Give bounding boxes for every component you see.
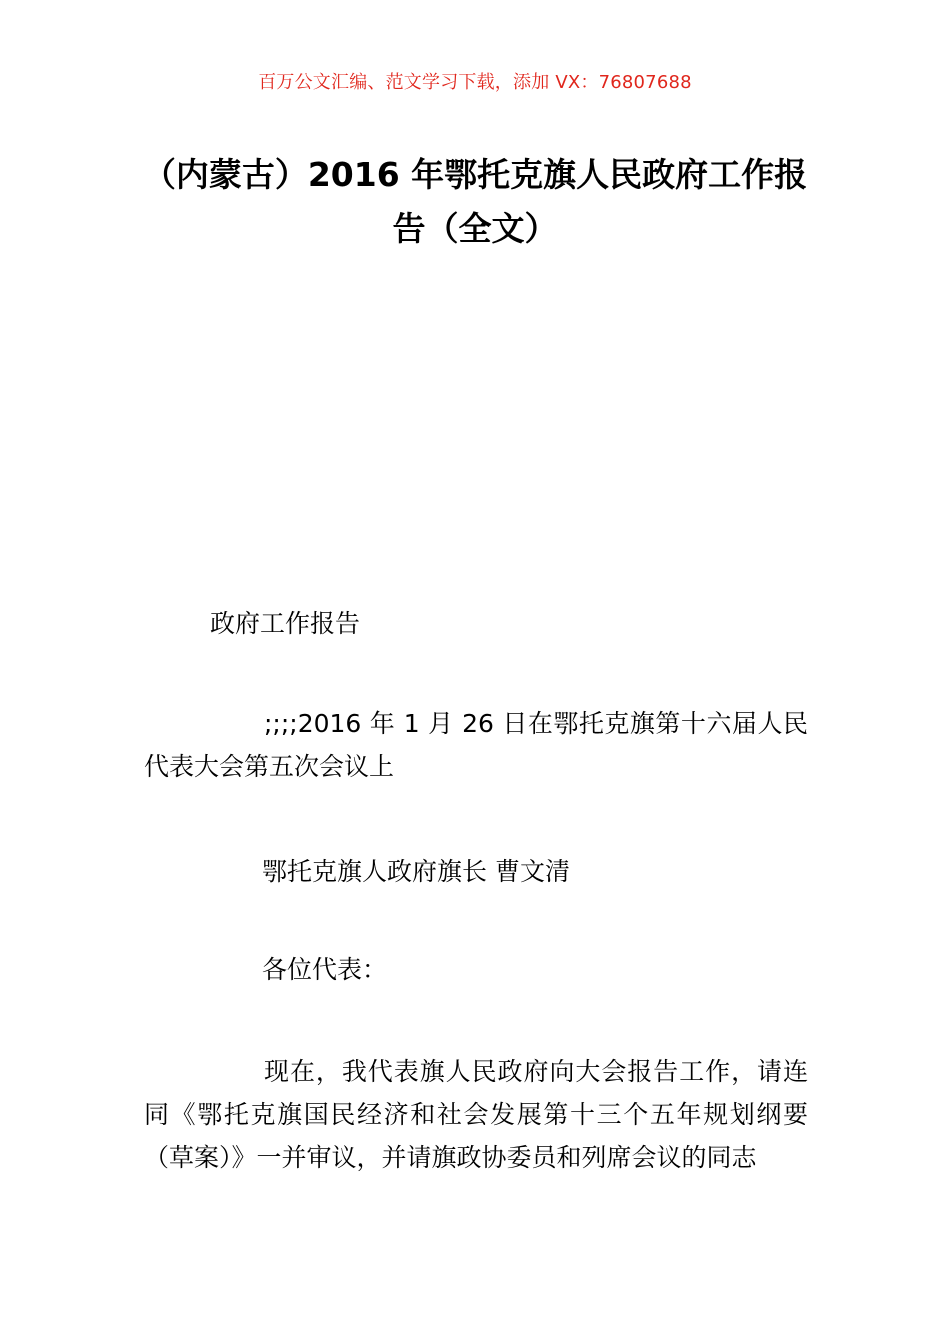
intro-paragraph: 现在，我代表旗人民政府向大会报告工作，请连同《鄂托克旗国民经济和社会发展第十三个五年规划纲要（草案）》一并审议，并请旗政协委员和列席会议的同志 <box>144 1057 808 1172</box>
header-note: 百万公文汇编、范文学习下载，添加 VX：76807688 <box>258 72 692 93</box>
greeting: 各位代表： <box>262 955 388 984</box>
date-line: ;;;;2016 年 1 月 26 日在鄂托克旗第十六届人民代表大会第五次会议上 <box>144 709 808 781</box>
author-line: 鄂托克旗人政府旗长 曹文清 <box>262 857 570 886</box>
document-title: （内蒙古）2016 年鄂托克旗人民政府工作报告（全文） <box>142 155 808 248</box>
section-heading: 政府工作报告 <box>210 609 361 638</box>
